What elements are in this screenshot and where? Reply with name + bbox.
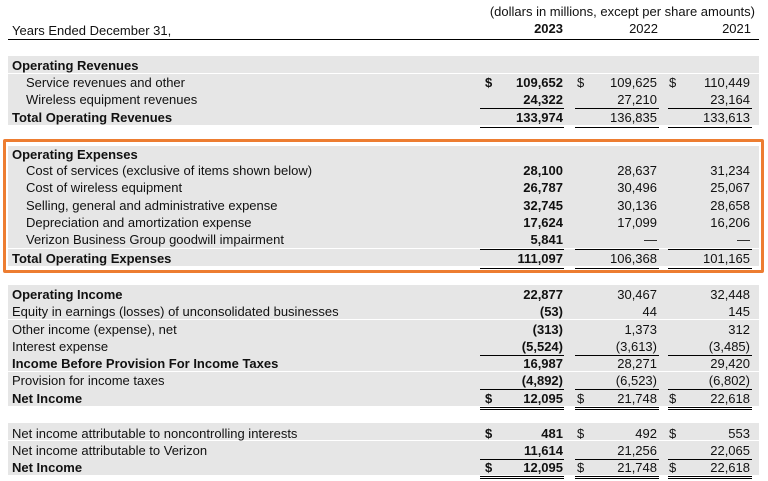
section-title-operating-expenses: Operating Expenses — [12, 147, 138, 162]
underline — [480, 355, 564, 356]
header-rule — [8, 39, 759, 40]
currency-sign: $ — [485, 460, 493, 475]
underline — [480, 459, 564, 460]
value-2022: 30,136 — [617, 197, 657, 213]
value-2023: 24,322 — [523, 92, 563, 107]
value-2022: 30,496 — [617, 180, 657, 196]
value-2021: 101,165 — [703, 251, 750, 266]
underline — [575, 108, 659, 109]
line-item-label: Verizon Business Group goodwill impairment — [26, 232, 284, 248]
column-header-2021: 2021 — [722, 21, 751, 36]
value-2022: 21,256 — [617, 443, 657, 458]
underline — [480, 476, 564, 477]
value-2021: 25,067 — [710, 180, 750, 196]
value-2022: (6,523) — [615, 373, 657, 388]
highlight-box-operating-expenses — [3, 139, 764, 273]
value-2023: (313) — [532, 322, 563, 337]
value-2021: 22,618 — [710, 460, 750, 475]
underline — [480, 478, 564, 479]
value-2022: 17,099 — [617, 214, 657, 230]
currency-sign: $ — [669, 75, 677, 90]
value-2022: 28,271 — [617, 356, 657, 371]
total-label-operating-revenues: Total Operating Revenues — [12, 110, 173, 125]
value-2023: 5,841 — [530, 232, 563, 248]
currency-sign: $ — [669, 391, 677, 406]
underline — [668, 407, 752, 408]
line-item-label: Service revenues and other — [26, 75, 185, 90]
value-2021: — — [737, 232, 750, 248]
value-2021: (6,802) — [708, 373, 750, 388]
currency-sign: $ — [577, 75, 585, 90]
line-item-label: Cost of wireless equipment — [26, 180, 183, 196]
value-2023: 26,787 — [523, 180, 563, 196]
value-2023: 16,987 — [523, 356, 563, 371]
value-2022: 492 — [635, 426, 657, 441]
currency-sign: $ — [577, 460, 585, 475]
value-2023: 28,100 — [523, 163, 563, 178]
value-2021: 31,234 — [710, 163, 750, 178]
underline — [480, 389, 564, 390]
line-item-label: Depreciation and amortization expense — [26, 214, 252, 230]
value-2022: 27,210 — [617, 92, 657, 107]
value-2022: 21,748 — [617, 460, 657, 475]
line-item-label: Selling, general and administrative expense — [26, 197, 278, 213]
value-2022: 109,625 — [610, 75, 657, 90]
value-2022: 30,467 — [617, 287, 657, 302]
value-2023: (53) — [539, 304, 563, 319]
value-2021: 22,618 — [710, 391, 750, 406]
value-2022: — — [644, 232, 657, 248]
currency-sign: $ — [577, 391, 585, 406]
line-item-label: Income Before Provision For Income Taxes — [12, 356, 279, 371]
currency-sign: $ — [669, 460, 677, 475]
underline — [575, 476, 659, 477]
line-item-label: Provision for income taxes — [12, 373, 165, 388]
value-2023: 133,974 — [516, 110, 563, 125]
underline — [575, 389, 659, 390]
currency-sign: $ — [485, 391, 493, 406]
underline — [480, 407, 564, 408]
value-2022: (3,613) — [615, 339, 657, 354]
line-item-label: Operating Income — [12, 287, 123, 302]
value-2023: 12,095 — [523, 460, 563, 475]
underline — [668, 476, 752, 477]
years-label: Years Ended December 31, — [12, 23, 172, 38]
line-item-label: Interest expense — [12, 339, 109, 354]
value-2021: 553 — [728, 426, 750, 441]
value-2022: 106,368 — [610, 251, 657, 266]
value-2023: 111,097 — [517, 251, 563, 266]
underline — [480, 108, 564, 109]
total-label-operating-expenses: Total Operating Expenses — [12, 251, 172, 266]
line-item-label: Other income (expense), net — [12, 322, 177, 337]
underline — [668, 478, 752, 479]
value-2021: 145 — [728, 304, 750, 319]
currency-sign: $ — [485, 426, 493, 441]
currency-sign: $ — [577, 426, 585, 441]
underline — [480, 127, 564, 128]
underline — [668, 389, 752, 390]
underline — [575, 459, 659, 460]
line-item-label: Net Income — [12, 391, 83, 406]
underline — [668, 127, 752, 128]
value-2021: 133,613 — [703, 110, 750, 125]
underline — [575, 407, 659, 408]
value-2022: 136,835 — [610, 110, 657, 125]
underline — [480, 409, 564, 410]
units-note: (dollars in millions, except per share amounts) — [489, 4, 755, 19]
column-header-2023: 2023 — [534, 21, 563, 36]
value-2022: 28,637 — [617, 163, 657, 178]
column-header-2022: 2022 — [629, 21, 658, 36]
underline — [668, 355, 752, 356]
value-2021: 32,448 — [710, 287, 750, 302]
value-2023: 22,877 — [523, 287, 563, 302]
underline — [668, 108, 752, 109]
underline — [575, 355, 659, 356]
value-2022: 1,373 — [624, 322, 657, 337]
value-2023: (5,524) — [521, 339, 563, 354]
value-2023: 17,624 — [523, 214, 563, 230]
underline — [668, 459, 752, 460]
value-2021: 22,065 — [710, 443, 750, 458]
value-2023: 11,614 — [523, 443, 563, 458]
line-item-label: Net income attributable to noncontrolling interests — [12, 426, 298, 441]
value-2023: 109,652 — [516, 75, 563, 90]
section-title-operating-revenues: Operating Revenues — [12, 58, 139, 73]
value-2021: 29,420 — [710, 356, 750, 371]
line-item-label: Equity in earnings (losses) of unconsolidated businesses — [12, 304, 339, 319]
underline — [575, 127, 659, 128]
value-2023: (4,892) — [521, 373, 563, 388]
value-2021: 312 — [728, 322, 750, 337]
underline — [575, 409, 659, 410]
line-item-label: Net Income — [12, 460, 83, 475]
value-2021: 110,449 — [703, 75, 750, 90]
value-2022: 44 — [642, 304, 657, 319]
underline — [575, 478, 659, 479]
value-2022: 21,748 — [617, 391, 657, 406]
value-2021: 16,206 — [710, 214, 750, 230]
line-item-label: Cost of services (exclusive of items shown below) — [26, 163, 313, 178]
value-2023: 12,095 — [523, 391, 563, 406]
value-2023: 481 — [541, 426, 563, 441]
currency-sign: $ — [669, 426, 677, 441]
line-item-label: Net income attributable to Verizon — [12, 443, 208, 458]
value-2023: 32,745 — [523, 197, 563, 213]
currency-sign: $ — [485, 75, 493, 90]
value-2021: 23,164 — [710, 92, 750, 107]
line-item-label: Wireless equipment revenues — [26, 92, 198, 107]
value-2021: (3,485) — [708, 339, 750, 354]
value-2021: 28,658 — [710, 197, 750, 213]
underline — [668, 409, 752, 410]
